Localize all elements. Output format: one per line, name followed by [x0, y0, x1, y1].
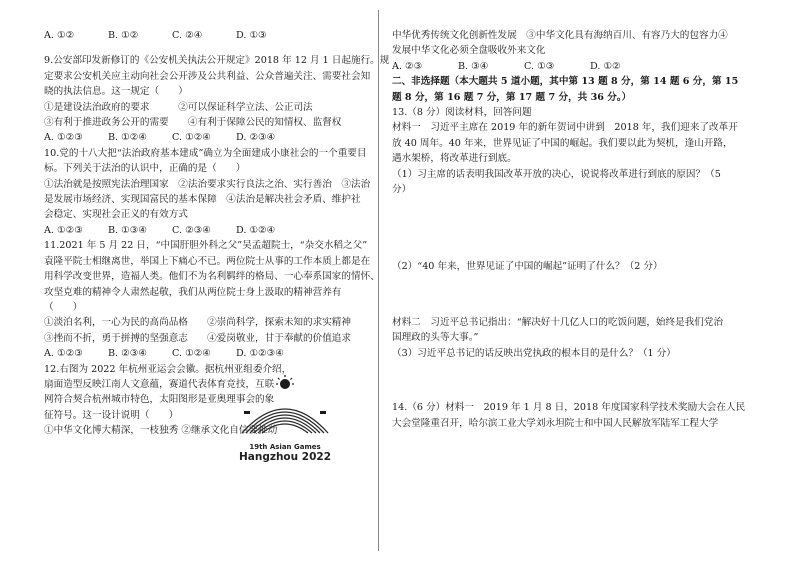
q9-line: ③有利于推进政务公开的需要 ④有利于保障公民的知情权、监督权	[44, 117, 342, 129]
q10-line: 标。下列关于法治的认识中，正确的是（ ）	[44, 163, 246, 175]
q12-option-d: D. ①②	[590, 60, 621, 72]
q10-options	[44, 223, 380, 238]
q11-option-d: D. ①②③④	[236, 348, 284, 360]
q8-option-c: C. ②④	[172, 30, 203, 41]
q9-option-b: B. ①②④	[108, 132, 147, 144]
q11-line: ③挫而不折，勇于拼搏的坚强意志 ④爱岗敬业，甘于奉献的价值追求	[44, 332, 351, 344]
emblem-graphic	[236, 375, 334, 439]
q11-line: 用科学改变世界，造福人类。他们不为名利羁绊的格局、一心奉系国家的情怀、	[44, 271, 380, 283]
q10-line: 是发展市场经济、实现国富民的基本保障 ④法治是解决社会矛盾、维护社	[44, 194, 361, 206]
q9-line: 9.公安部印发新修订的《公安机关执法公开规定》2018 年 12 月 1 日起施行。规	[44, 55, 390, 67]
answer-space	[392, 361, 752, 400]
q11-line: 袁隆平院士相继离世，举国上下痛心不已。两位院士从事的工作本质上都是在	[44, 255, 371, 267]
q12-line: 征符号。这一设计说明（ ）	[44, 409, 179, 421]
emblem-event-name: 19th Asian Games	[249, 443, 321, 451]
question-9	[44, 53, 390, 145]
q14-line: 大会堂隆重召开，哈尔滨工业大学刘永坦院士和中国人民解放军陆军工程大学	[392, 417, 719, 429]
q13-line: 材料一 习近平主席在 2019 年的新年贺词中讲到 2018 年，我们迎来了改革开	[392, 122, 738, 134]
q10-option-d: D. ①②④	[236, 224, 276, 236]
q9-options	[44, 130, 380, 145]
q10-line: 10.党的十八大把“法治政府基本建成”确立为全面建成小康社会的一个重要目	[44, 147, 367, 159]
q11-option-a: A. ①②③	[44, 348, 83, 360]
q12-options	[392, 59, 752, 74]
q10-option-b: B. ①③④	[108, 224, 147, 236]
question-10	[44, 146, 380, 238]
q13-line: 分）	[392, 184, 412, 196]
q10-line: ①法治就是按照宪法治理国家 ②法治要求实行良法之治、实行善治 ③法治	[44, 178, 371, 190]
right-column	[392, 28, 752, 431]
q8-option-a: A. ①②	[44, 30, 75, 41]
q9-option-a: A. ①②③	[44, 132, 83, 144]
q11-option-b: B. ②③④	[108, 348, 147, 360]
emblem-city-year: Hangzhou 2022	[238, 451, 332, 463]
q13-line: 遇水架桥，将改革进行到底。	[392, 153, 517, 165]
question-11	[44, 238, 380, 361]
q8-option-b: B. ①②	[108, 30, 139, 41]
question-14	[392, 400, 752, 431]
q10-option-c: C. ②③④	[172, 224, 211, 236]
asian-games-emblem	[236, 375, 334, 467]
q11-line: 11.2021 年 5 月 22 日，“中国肝胆外科之父”吴孟超院士，“杂交水稻之父”	[44, 240, 368, 252]
q13-line: 13.（8 分）阅读材料，回答问题	[392, 107, 532, 119]
q9-option-c: C. ①②④	[172, 132, 211, 144]
question-13	[392, 105, 752, 400]
q9-line: 定要求公安机关应主动向社会公开涉及公共利益、公众普遍关注、需要社会知	[44, 70, 371, 82]
material-2-line: 材料二 习近平总书记指出：“解决好十几亿人口的吃饭问题，始终是我们党治	[392, 316, 724, 328]
q12-cont-line: 中华优秀传统文化创新性发展 ③中华文化具有海纳百川、有容乃大的包容力④	[392, 30, 728, 41]
section-2-heading: 二、非选择题（本大题共 5 道小题，其中第 13 题 8 分，第 14 题 6 分，第 15	[392, 76, 739, 88]
q11-option-c: C. ①②④	[172, 348, 211, 360]
q12-line: 网符合契合杭州城市特色，太阳图形是亚奥理事会的象	[44, 394, 275, 406]
q12-option-c: C. ①③	[524, 60, 555, 72]
q11-line: 攻坚克难的精神令人肃然起敬，我们从两位院士身上汲取的精神营养有	[44, 286, 342, 298]
q14-line: 14.（6 分）材料一 2019 年 1 月 8 日，2018 年度国家科学技术奖励大会在人民	[392, 402, 746, 414]
q8-options	[44, 28, 380, 43]
q13-sub-2: （2）“40 年来，世界见证了中国的崛起”证明了什么？（2 分）	[392, 261, 663, 273]
q8-option-d: D. ①③	[236, 30, 267, 41]
q9-option-d: D. ②③④	[236, 132, 276, 144]
q11-line: （ ）	[44, 301, 83, 313]
material-2-line: 国理政的头等大事。”	[392, 332, 479, 344]
q11-line: ①淡泊名利，一心为民的高尚品格 ②崇尚科学，探索未知的求实精神	[44, 317, 351, 329]
q12-line: 扇面造型反映江南人文意蕴，赛道代表体育竞技，互联	[44, 378, 275, 390]
q13-line: 放 40 周年。40 年来，世界见证了中国的崛起。我们要以此为契机，逢山开路，	[392, 137, 733, 149]
q12-cont-line: 发展中华文化必须全盘吸收外来文化	[392, 45, 546, 57]
q12-line: 12.右图为 2022 年杭州亚运会会徽。据杭州亚组委介绍，	[44, 363, 292, 375]
q13-line: （1）习主席的话表明我国改革开放的决心，说说将改革进行到底的原因？（5	[392, 168, 721, 180]
q9-line: 晓的执法信息。这一规定（ ）	[44, 86, 188, 98]
q10-option-a: A. ①②③	[44, 224, 83, 236]
q10-line: 会稳定、实现社会正义的有效方式	[44, 209, 188, 221]
q12-line: ①中华文化博大精深，一枝独秀 ②继承文化自信要推动	[44, 425, 278, 437]
answer-space	[392, 197, 752, 259]
q9-line: ①是建设法治政府的要求 ②可以保证科学立法、公正司法	[44, 101, 313, 113]
q12-option-b: B. ③④	[458, 60, 489, 72]
q13-sub-3: （3）习近平总书记的话反映出党执政的根本目的是什么？（1 分）	[392, 347, 676, 359]
q11-options	[44, 346, 380, 361]
q12-option-a: A. ②③	[392, 60, 423, 72]
answer-space	[392, 275, 752, 315]
section-2-heading-cont: 题 8 分，第 16 题 7 分，第 17 题 7 分，共 36 分。）	[392, 91, 632, 103]
